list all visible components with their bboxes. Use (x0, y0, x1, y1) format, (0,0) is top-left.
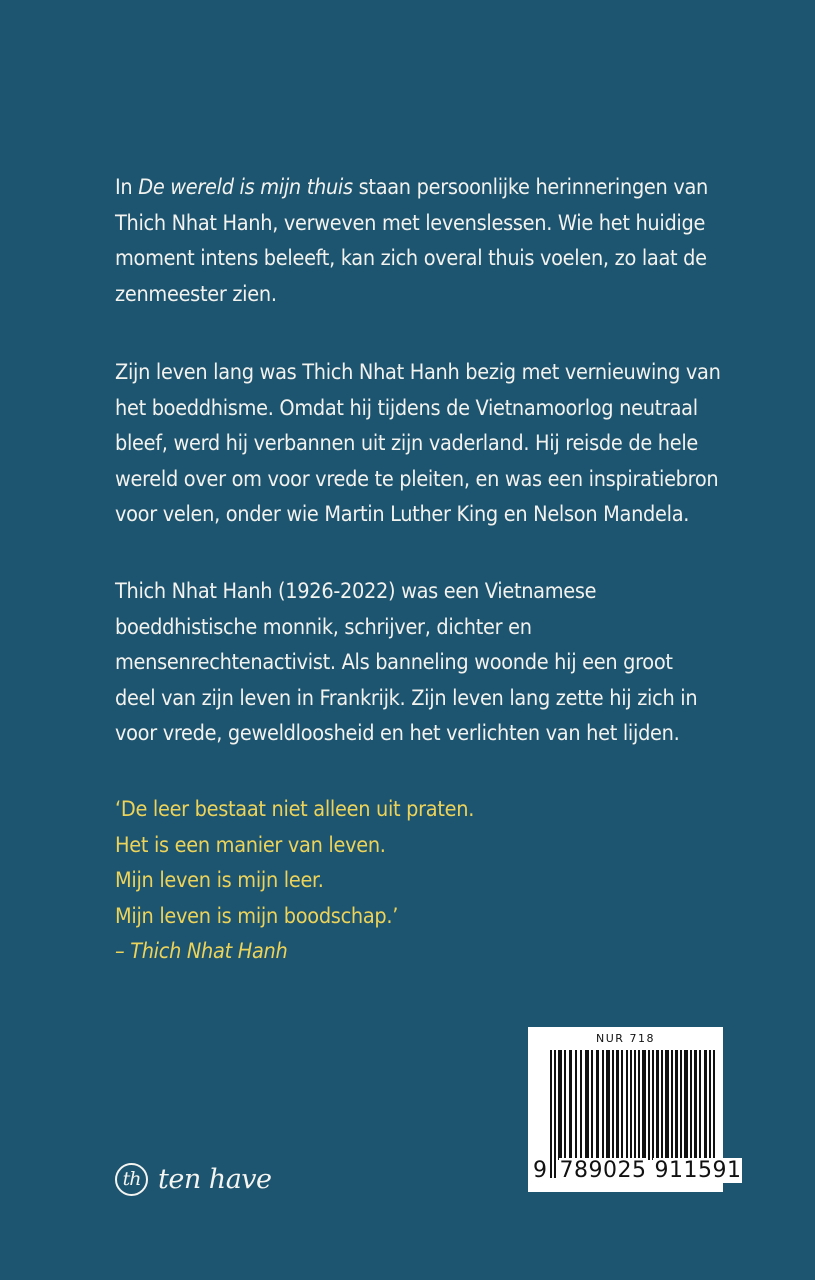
blurb-line: bleef, werd hij verbannen uit zijn vaderland. Hij reisde de hele (115, 431, 699, 456)
blurb-line: Thich Nhat Hanh, verweven met levenslessen. Wie het huidige (115, 210, 706, 236)
blurb-line: Zijn leven lang was Thich Nhat Hanh bezig met vernieuwing van (115, 360, 721, 385)
text: staan persoonlijke herinneringen van (352, 175, 708, 200)
blurb-line: moment intens beleeft, kan zich overal thuis voelen, zo laat de (115, 246, 707, 271)
quote-line: ‘De leer bestaat niet alleen uit praten. (115, 797, 475, 822)
isbn-left-group: 789025 (559, 1158, 647, 1183)
bio-line: mensenrechtenactivist. Als banneling woonde hij een groot (115, 650, 673, 675)
blurb-line: het boeddhisme. Omdat hij tijdens de Vietnamoorlog neutraal (115, 395, 698, 421)
isbn-number (532, 1158, 742, 1183)
bio-line: boeddhistische monnik, schrijver, dichter en (115, 614, 532, 640)
blurb-line: wereld over om voor vrede te pleiten, en was een inspiratiebron (115, 466, 719, 492)
blurb-paragraph-2 (115, 355, 735, 533)
bio-line: voor vrede, geweldloosheid en het verlichten van het lijden. (115, 721, 680, 746)
nur-code: NUR 718 (596, 1032, 655, 1045)
quote-line: Het is een manier van leven. (115, 832, 386, 858)
text: In (115, 175, 139, 200)
bio-line: Thich Nhat Hanh (1926-2022) was een Vietnamese (115, 579, 597, 604)
blurb-line (115, 170, 735, 206)
author-quote (115, 792, 735, 970)
blurb-paragraph-1 (115, 170, 735, 312)
publisher-mark-icon: th (115, 1163, 148, 1196)
publisher-logo (115, 1157, 272, 1201)
book-title: De wereld is mijn thuis (138, 175, 353, 200)
quote-attribution (115, 934, 735, 970)
quote-line: Mijn leven is mijn boodschap.’ (115, 903, 399, 929)
isbn-first-digit: 9 (533, 1158, 548, 1183)
isbn-right-group: 911591 (654, 1158, 742, 1183)
blurb-line: voor velen, onder wie Martin Luther King en Nelson Mandela. (115, 502, 690, 527)
quote-line: Mijn leven is mijn leer. (115, 868, 324, 893)
blurb-line: zenmeester zien. (115, 281, 277, 307)
isbn-barcode (528, 1027, 742, 1192)
publisher-name: ten have (158, 1163, 272, 1195)
bio-line: deel van zijn leven in Frankrijk. Zijn leven lang zette hij zich in (115, 685, 698, 711)
author-bio (115, 574, 735, 752)
attribution-text: – Thich Nhat Hanh (115, 939, 288, 964)
